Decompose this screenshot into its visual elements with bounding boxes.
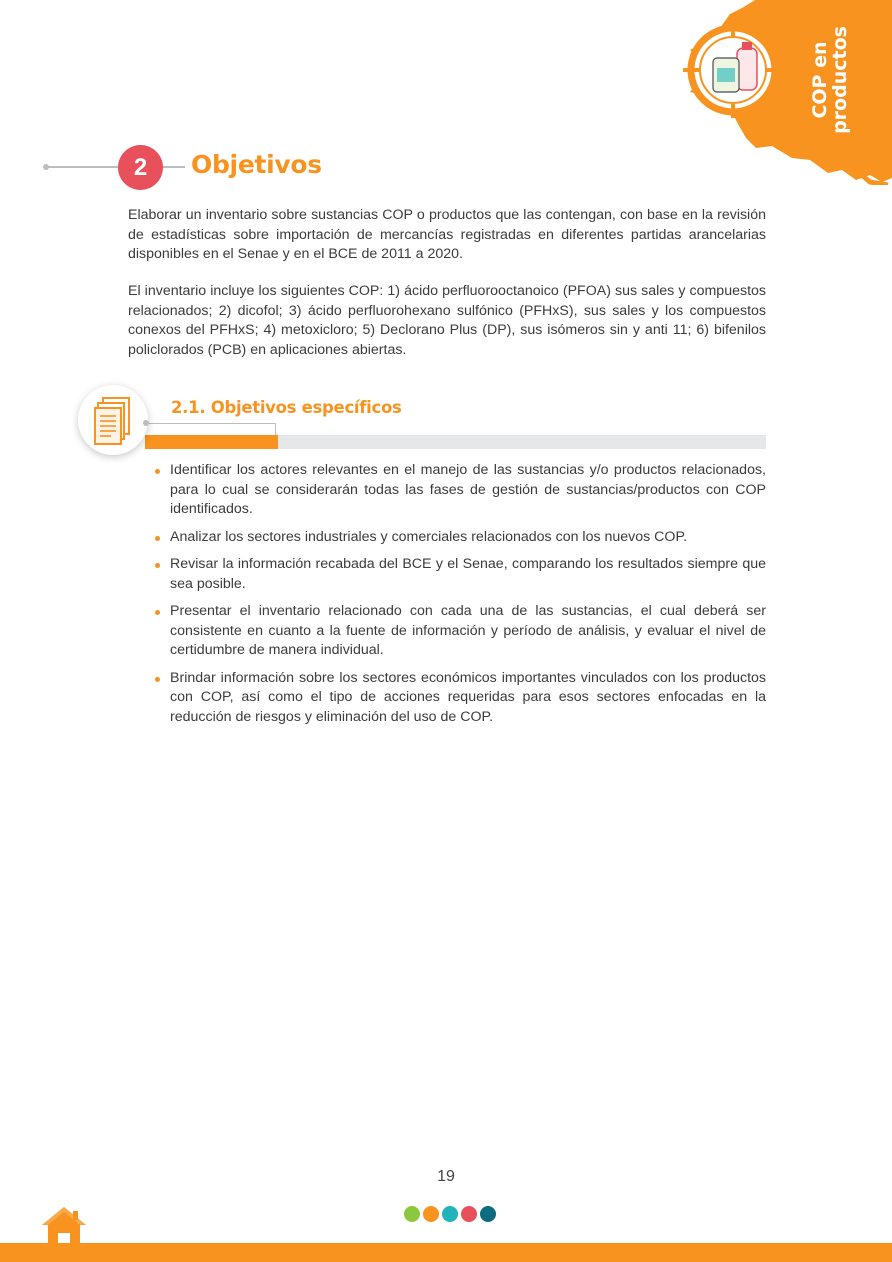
page-number: 19 xyxy=(437,1168,455,1185)
subsection-title: 2.1. Objetivos específicos xyxy=(171,398,402,417)
page-dot xyxy=(480,1206,496,1222)
list-item: Presentar el inventario relacionado con cada una de las sustancias, el cual deberá ser consistente en cuanto a la fuente de información y período de análisis, y evaluar el nivel de certidumbre de manera individual. xyxy=(155,602,766,661)
page-dot xyxy=(423,1206,439,1222)
section-tab-label: COP en productos xyxy=(809,25,852,134)
footer-bar xyxy=(0,1243,892,1262)
page-color-dots xyxy=(404,1206,496,1222)
header-line-connector xyxy=(163,166,185,168)
intro-paragraph: El inventario incluye los siguientes COP: 1) ácido perfluorooctanoico (PFOA) sus sales y compuestos relacionados; 2) dicofol; 3) ácido perfluorohexano sulfónico (PFHxS), sus sales y los compuestos conexos del PFHxS; 4) metoxicloro; 5) Declorano Plus (DP), sus isómeros sin y anti 11; 6) bifenilos policlorados (PCB) en aplicaciones abiertas. xyxy=(128,283,766,358)
list-item: Analizar los sectores industriales y comerciales relacionados con los nuevos COP. xyxy=(155,528,766,548)
page-dot xyxy=(404,1206,420,1222)
home-icon[interactable] xyxy=(40,1205,88,1245)
bullet-icon xyxy=(155,536,160,541)
bullet-icon xyxy=(155,610,160,615)
intro-paragraph: Elaborar un inventario sobre sustancias COP o productos que las contengan, con base en la revisión de estadísticas sobre importación de mercancías registradas en diferentes partidas arancelarias disponibles en el Senae y en el BCE de 2011 a 2020. xyxy=(128,207,766,262)
page-dot xyxy=(461,1206,477,1222)
bullet-icon xyxy=(155,469,160,474)
subsection-connector-dot xyxy=(143,420,149,426)
subsection-connector xyxy=(148,423,276,435)
bullet-icon xyxy=(155,677,160,682)
list-item: Brindar información sobre los sectores económicos importantes vinculados con los productos con COP, así como el tipo de acciones requeridas para esos sectores enfocadas en la reducción de riesgos y eliminación del uso de COP. xyxy=(155,669,766,728)
documents-icon xyxy=(93,395,133,445)
section-title: Objetivos xyxy=(191,150,322,179)
documents-icon-badge xyxy=(78,385,148,455)
header-line xyxy=(45,166,125,168)
page-dot xyxy=(442,1206,458,1222)
bullet-icon xyxy=(155,563,160,568)
product-bottles-target-icon xyxy=(683,22,783,118)
section-number-badge: 2 xyxy=(118,145,163,190)
subsection-bar-accent xyxy=(145,435,278,449)
list-item: Identificar los actores relevantes en el manejo de las sustancias y/o productos relacionados, para lo cual se considerarán todas las fases de gestión de sustancias/productos con COP identificados. xyxy=(155,461,766,520)
objectives-list xyxy=(155,461,766,735)
list-item: Revisar la información recabada del BCE y el Senae, comparando los resultados siempre que sea posible. xyxy=(155,555,766,594)
